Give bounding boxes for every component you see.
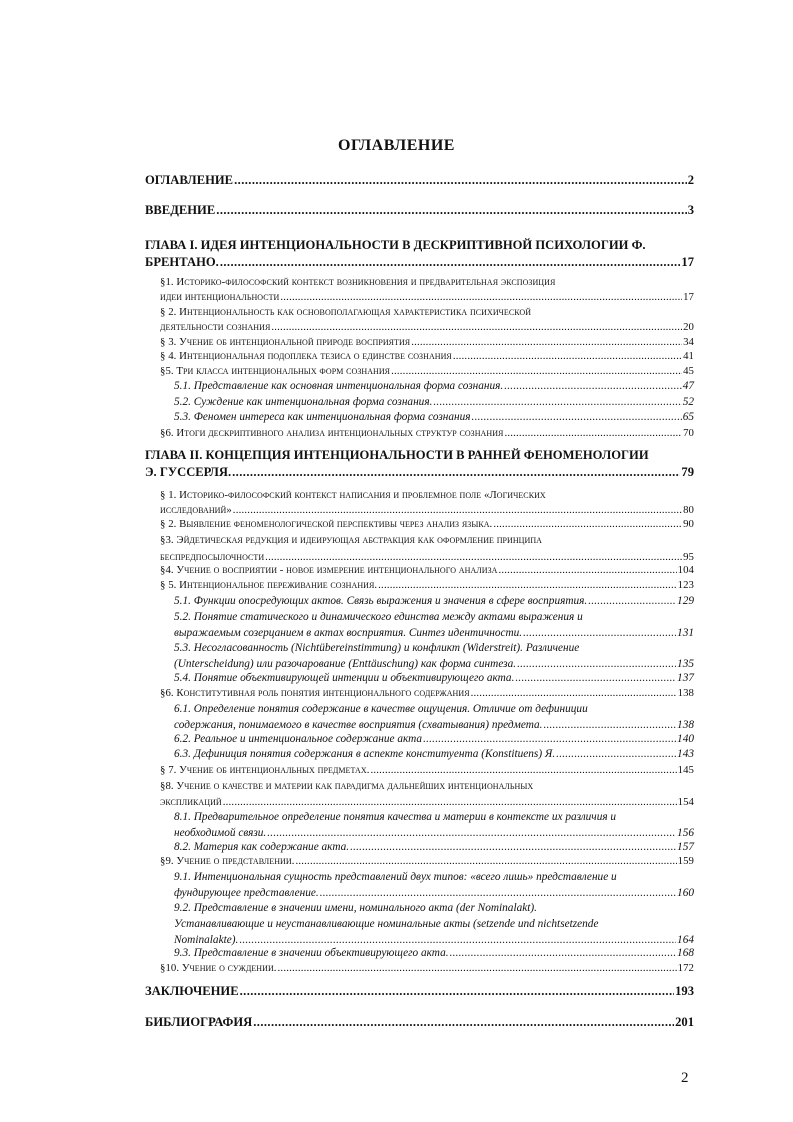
dot-leader: [588, 594, 676, 609]
dot-leader: [378, 578, 677, 593]
dot-leader: [433, 395, 681, 410]
toc-entry-section[interactable]: [160, 335, 694, 350]
dot-leader: [271, 320, 682, 335]
toc-row: [174, 825, 694, 841]
toc-page-number: 79: [681, 465, 694, 479]
toc-entry-subsection[interactable]: [174, 900, 694, 948]
dot-leader: [267, 825, 676, 841]
toc-entry-title-line: §8. Учение о качестве и материи как парадигма дальнейших интенциональных: [160, 780, 534, 792]
dot-leader: [498, 563, 676, 578]
toc-page-number: 159: [677, 855, 694, 867]
toc-row: [174, 946, 694, 961]
toc-entry-title: фундирующее представление.: [174, 887, 319, 899]
toc-entry-section[interactable]: [160, 517, 694, 532]
toc-entry-title: 5.2. Суждение как интенциональная форма сознания.: [174, 396, 433, 408]
toc-row: [160, 349, 694, 364]
toc-entry-introduction[interactable]: [145, 202, 694, 219]
dot-leader: [350, 840, 676, 855]
dot-leader: [391, 364, 682, 379]
dot-leader: [515, 671, 676, 686]
dot-leader: [223, 794, 677, 810]
dot-leader: [295, 854, 676, 869]
toc-entry-title-line: ГЛАВА II. КОНЦЕПЦИЯ ИНТЕНЦИОНАЛЬНОСТИ В РАННЕЙ ФЕНОМЕНОЛОГИИ: [145, 448, 649, 462]
toc-entry-title-line: § 1. Историко-философский контекст написания и проблемное поле «Логических: [160, 489, 546, 501]
toc-entry-title: § 7. Учение об интенциональных предметах.: [160, 764, 370, 776]
toc-row: [174, 656, 694, 672]
toc-page-number: 80: [683, 504, 694, 516]
toc-entry-title: § 5. Интенциональное переживание сознания.: [160, 579, 378, 591]
toc-entry-section[interactable]: [160, 854, 694, 869]
toc-row: [174, 732, 694, 747]
toc-row: [174, 671, 694, 686]
toc-entry-section[interactable]: [160, 364, 694, 379]
toc-row: [160, 335, 694, 350]
toc-entry-title: 5.4. Понятие объективирующей интенции и объективирующего акта.: [174, 672, 515, 684]
toc-page-number: 70: [683, 427, 694, 439]
dot-leader: [280, 290, 682, 305]
toc-entry-bibliography[interactable]: [145, 1014, 694, 1031]
toc-entry-title: §4. Учение о восприятии - новое измерение интенционального анализа: [160, 564, 498, 576]
toc-row: [160, 503, 694, 518]
toc-entry-section[interactable]: [160, 275, 694, 305]
toc-entry-subsection[interactable]: [174, 379, 694, 394]
toc-row: [160, 854, 694, 869]
dot-leader: [504, 426, 682, 441]
toc-row: [160, 517, 694, 532]
toc-page-number: 104: [677, 564, 694, 576]
toc-entry-subsection[interactable]: [174, 869, 694, 901]
toc-page-number: 45: [683, 365, 694, 377]
toc-row: [174, 395, 694, 410]
toc-page-number: 65: [682, 411, 694, 423]
toc-entry-title: 5.3. Феномен интереса как интенциональная форма сознания: [174, 411, 471, 423]
toc-entry-title: (Unterscheidung) или разочарование (Enttäuschung) как форма синтеза.: [174, 658, 517, 670]
toc-entry-subsection[interactable]: [174, 410, 694, 425]
toc-row: [160, 320, 694, 335]
toc-row: [145, 983, 694, 1000]
dot-leader: [543, 717, 676, 733]
toc-entry-subsection[interactable]: [174, 395, 694, 410]
page-title: ОГЛАВЛЕНИЕ: [338, 137, 455, 154]
toc-entry-title-line: §1. Историко-философский контекст возникновения и предварительная экспозиция: [160, 276, 556, 288]
toc-page-number: 172: [677, 962, 694, 974]
dot-leader: [233, 503, 682, 518]
toc-page-number: 135: [677, 658, 694, 670]
toc-entry-title-line: § 2. Интенциональность как основополагающая характеристика психической: [160, 306, 532, 318]
toc-page-number: 129: [677, 595, 694, 607]
toc-page-number: 47: [682, 380, 694, 392]
toc-page-number: 123: [677, 579, 694, 591]
toc-entry-section[interactable]: [160, 349, 694, 364]
toc-row: [145, 172, 694, 189]
dot-leader: [234, 172, 687, 189]
toc-entry-subsection[interactable]: [174, 640, 694, 672]
toc-page-number: 95: [683, 551, 694, 563]
toc-entry-title: §10. Учение о суждении.: [160, 962, 277, 974]
toc-entry-title-line: 5.3. Несогласованность (Nichtübereinstimmung) и конфликт (Widerstreit). Различение: [174, 642, 580, 654]
toc-page-number: 145: [677, 764, 694, 776]
toc-entry-contents[interactable]: [145, 172, 694, 189]
toc-entry-title: ОГЛАВЛЕНИЕ: [145, 173, 234, 187]
toc-entry-subsection[interactable]: [174, 747, 694, 762]
toc-page-number: 52: [682, 396, 694, 408]
toc-entry-title: §9. Учение о представлении.: [160, 855, 295, 867]
toc-entry-subsection[interactable]: [174, 594, 694, 609]
toc-row: [145, 254, 694, 271]
toc-row: [174, 885, 694, 901]
toc-entry-conclusion[interactable]: [145, 983, 694, 1000]
toc-page-number: 131: [677, 627, 694, 639]
toc-entry-title-line: Устанавливающие и неустанавливающие номинальные акты (setzende und nichtsetzende: [174, 918, 599, 930]
toc-entry-section[interactable]: [160, 686, 694, 701]
toc-entry-title: § 2. Выявление феноменологической перспективы через анализ языка.: [160, 518, 493, 530]
dot-leader: [253, 1014, 674, 1031]
toc-row: [145, 1014, 694, 1031]
dot-leader: [517, 656, 676, 672]
toc-page-number: 143: [677, 748, 694, 760]
dot-leader: [471, 686, 677, 701]
toc-entry-title: §6. Конститутивная роль понятия интенционального содержания: [160, 687, 470, 699]
toc-entry-title: необходимой связи.: [174, 827, 267, 839]
dot-leader: [493, 517, 682, 532]
dot-leader: [472, 410, 682, 425]
toc-entry-title-line: 8.1. Предварительное определение понятия качества и материи в контексте их различия и: [174, 811, 617, 823]
dot-leader: [411, 335, 682, 350]
toc-entry-subsection[interactable]: [174, 701, 694, 733]
toc-entry-title: Э. ГУССЕРЛЯ.: [145, 465, 232, 479]
toc-row: [160, 563, 694, 578]
toc-entry-title-line: ГЛАВА I. ИДЕЯ ИНТЕНЦИОНАЛЬНОСТИ В ДЕСКРИПТИВНОЙ ПСИХОЛОГИИ Ф.: [145, 238, 646, 252]
toc-page-number: 138: [677, 687, 694, 699]
toc-page-number: 201: [675, 1015, 694, 1029]
toc-entry-title: § 4. Интенциональная подоплека тезиса о единстве сознания: [160, 350, 452, 362]
toc-entry-section[interactable]: [160, 305, 694, 335]
dot-leader: [450, 946, 676, 961]
toc-row: [174, 410, 694, 425]
toc-page-number: 90: [683, 518, 694, 530]
toc-entry-title: 5.1. Представление как основная интенциональная форма сознания.: [174, 380, 504, 392]
toc-page-number: 168: [677, 947, 694, 959]
toc-entry-chapter-2[interactable]: [145, 447, 694, 481]
toc-entry-title: 6.2. Реальное и интенциональное содержание акта: [174, 733, 423, 745]
toc-entry-title: идеи интенциональности: [160, 291, 280, 303]
dot-leader: [423, 732, 676, 747]
toc-row: [145, 202, 694, 219]
dot-leader: [232, 464, 680, 481]
toc-entry-section[interactable]: [160, 763, 694, 778]
toc-entry-section[interactable]: [160, 488, 694, 518]
toc-row: [160, 686, 694, 701]
toc-entry-title: §6. Итоги дескриптивного анализа интенциональных структур сознания: [160, 427, 504, 439]
toc-page-number: 41: [683, 350, 694, 362]
dot-leader: [278, 961, 677, 976]
toc-entry-title-line: §3. Эйдетическая редукция и идеирующая абстракция как оформление принципа: [160, 534, 542, 546]
toc-page-number: 17: [681, 255, 694, 269]
toc-entry-title: 8.2. Материя как содержание акта.: [174, 841, 350, 853]
toc-row: [160, 794, 694, 810]
toc-entry-title: 5.1. Функции опосредующих актов. Связь выражения и значения в сфере восприятия.: [174, 595, 588, 607]
toc-entry-title: экспликаций: [160, 796, 222, 808]
toc-entry-subsection[interactable]: [174, 840, 694, 855]
toc-entry-section[interactable]: [160, 578, 694, 593]
toc-entry-title: Nominalakte).: [174, 934, 239, 946]
toc-page-number: 160: [677, 887, 694, 899]
toc-entry-title: БРЕНТАНО.: [145, 255, 219, 269]
toc-entry-subsection[interactable]: [174, 732, 694, 747]
toc-row: [160, 763, 694, 778]
toc-entry-title-line: 9.1. Интенциональная сущность представлений двух типов: «всего лишь» представление и: [174, 871, 617, 883]
toc-page-number: 154: [677, 796, 694, 808]
toc-entry-title: 9.3. Представление в значении объективирующего акта.: [174, 947, 449, 959]
page-number: 2: [681, 1070, 689, 1086]
toc-row: [174, 594, 694, 609]
toc-entry-section[interactable]: [160, 426, 694, 441]
toc-page-number: 157: [677, 841, 694, 853]
toc-row: [160, 426, 694, 441]
toc-entry-title: исследований»: [160, 504, 232, 516]
toc-page-number: 20: [683, 321, 694, 333]
toc-page-number: 156: [677, 827, 694, 839]
dot-leader: [320, 885, 676, 901]
toc-row: [160, 578, 694, 593]
toc-entry-title: §5. Три класса интенциональных форм сознания: [160, 365, 391, 377]
dot-leader: [523, 625, 676, 641]
toc-entry-title-line: 6.1. Определение понятия содержание в качестве ощущения. Отличие от дефиниции: [174, 703, 588, 715]
toc-entry-title: § 3. Учение об интенциональной природе восприятия: [160, 336, 411, 348]
toc-entry-subsection[interactable]: [174, 946, 694, 961]
toc-row: [174, 747, 694, 762]
toc-entry-title-line: 5.2. Понятие статического и динамического единства между актами выражения и: [174, 611, 583, 623]
toc-entry-title: беспредпосылочности: [160, 551, 265, 563]
toc-page-number: 137: [677, 672, 694, 684]
toc-row: [174, 379, 694, 394]
toc-page-number: 193: [675, 984, 694, 998]
toc-entry-chapter-1[interactable]: [145, 237, 694, 271]
toc-entry-title: 6.3. Дефиниция понятия содержания в аспекте конституента (Konstituens) Я.: [174, 748, 556, 760]
toc-page-number: 17: [683, 291, 694, 303]
toc-entry-subsection[interactable]: [174, 809, 694, 841]
dot-leader: [370, 763, 676, 778]
dot-leader: [216, 202, 686, 219]
toc-entry-title: деятельности сознания: [160, 321, 271, 333]
toc-entry-section[interactable]: [160, 563, 694, 578]
toc-entry-title: содержания, понимаемого в качестве восприятия (схватывания) предмета.: [174, 719, 543, 731]
dot-leader: [453, 349, 682, 364]
toc-entry-title: БИБЛИОГРАФИЯ: [145, 1015, 253, 1029]
toc-entry-section[interactable]: [160, 778, 694, 810]
toc-row: [174, 625, 694, 641]
toc-page-number: 138: [677, 719, 694, 731]
toc-row: [160, 364, 694, 379]
toc-row: [145, 464, 694, 481]
dot-leader: [504, 379, 681, 394]
toc-row: [160, 290, 694, 305]
toc-page-number: 2: [687, 173, 694, 187]
toc-row: [160, 961, 694, 976]
toc-page-number: 140: [677, 733, 694, 745]
toc-entry-title: выражаемым созерцанием в актах восприятия. Синтез идентичности.: [174, 627, 523, 639]
toc-page-number: 3: [687, 203, 694, 217]
toc-entry-title: ВВЕДЕНИЕ: [145, 203, 216, 217]
toc-row: [174, 840, 694, 855]
toc-entry-title-line: 9.2. Представление в значении имени, номинального акта (der Nominalakt).: [174, 902, 537, 914]
dot-leader: [240, 983, 675, 1000]
toc-entry-section[interactable]: [160, 532, 694, 566]
toc-page-number: 34: [683, 336, 694, 348]
toc-entry-subsection[interactable]: [174, 671, 694, 686]
toc-entry-title: ЗАКЛЮЧЕНИЕ: [145, 984, 239, 998]
toc-entry-section[interactable]: [160, 961, 694, 976]
dot-leader: [556, 747, 676, 762]
toc-row: [174, 717, 694, 733]
toc-page-number: 164: [677, 934, 694, 946]
dot-leader: [220, 254, 681, 271]
toc-entry-subsection[interactable]: [174, 609, 694, 641]
